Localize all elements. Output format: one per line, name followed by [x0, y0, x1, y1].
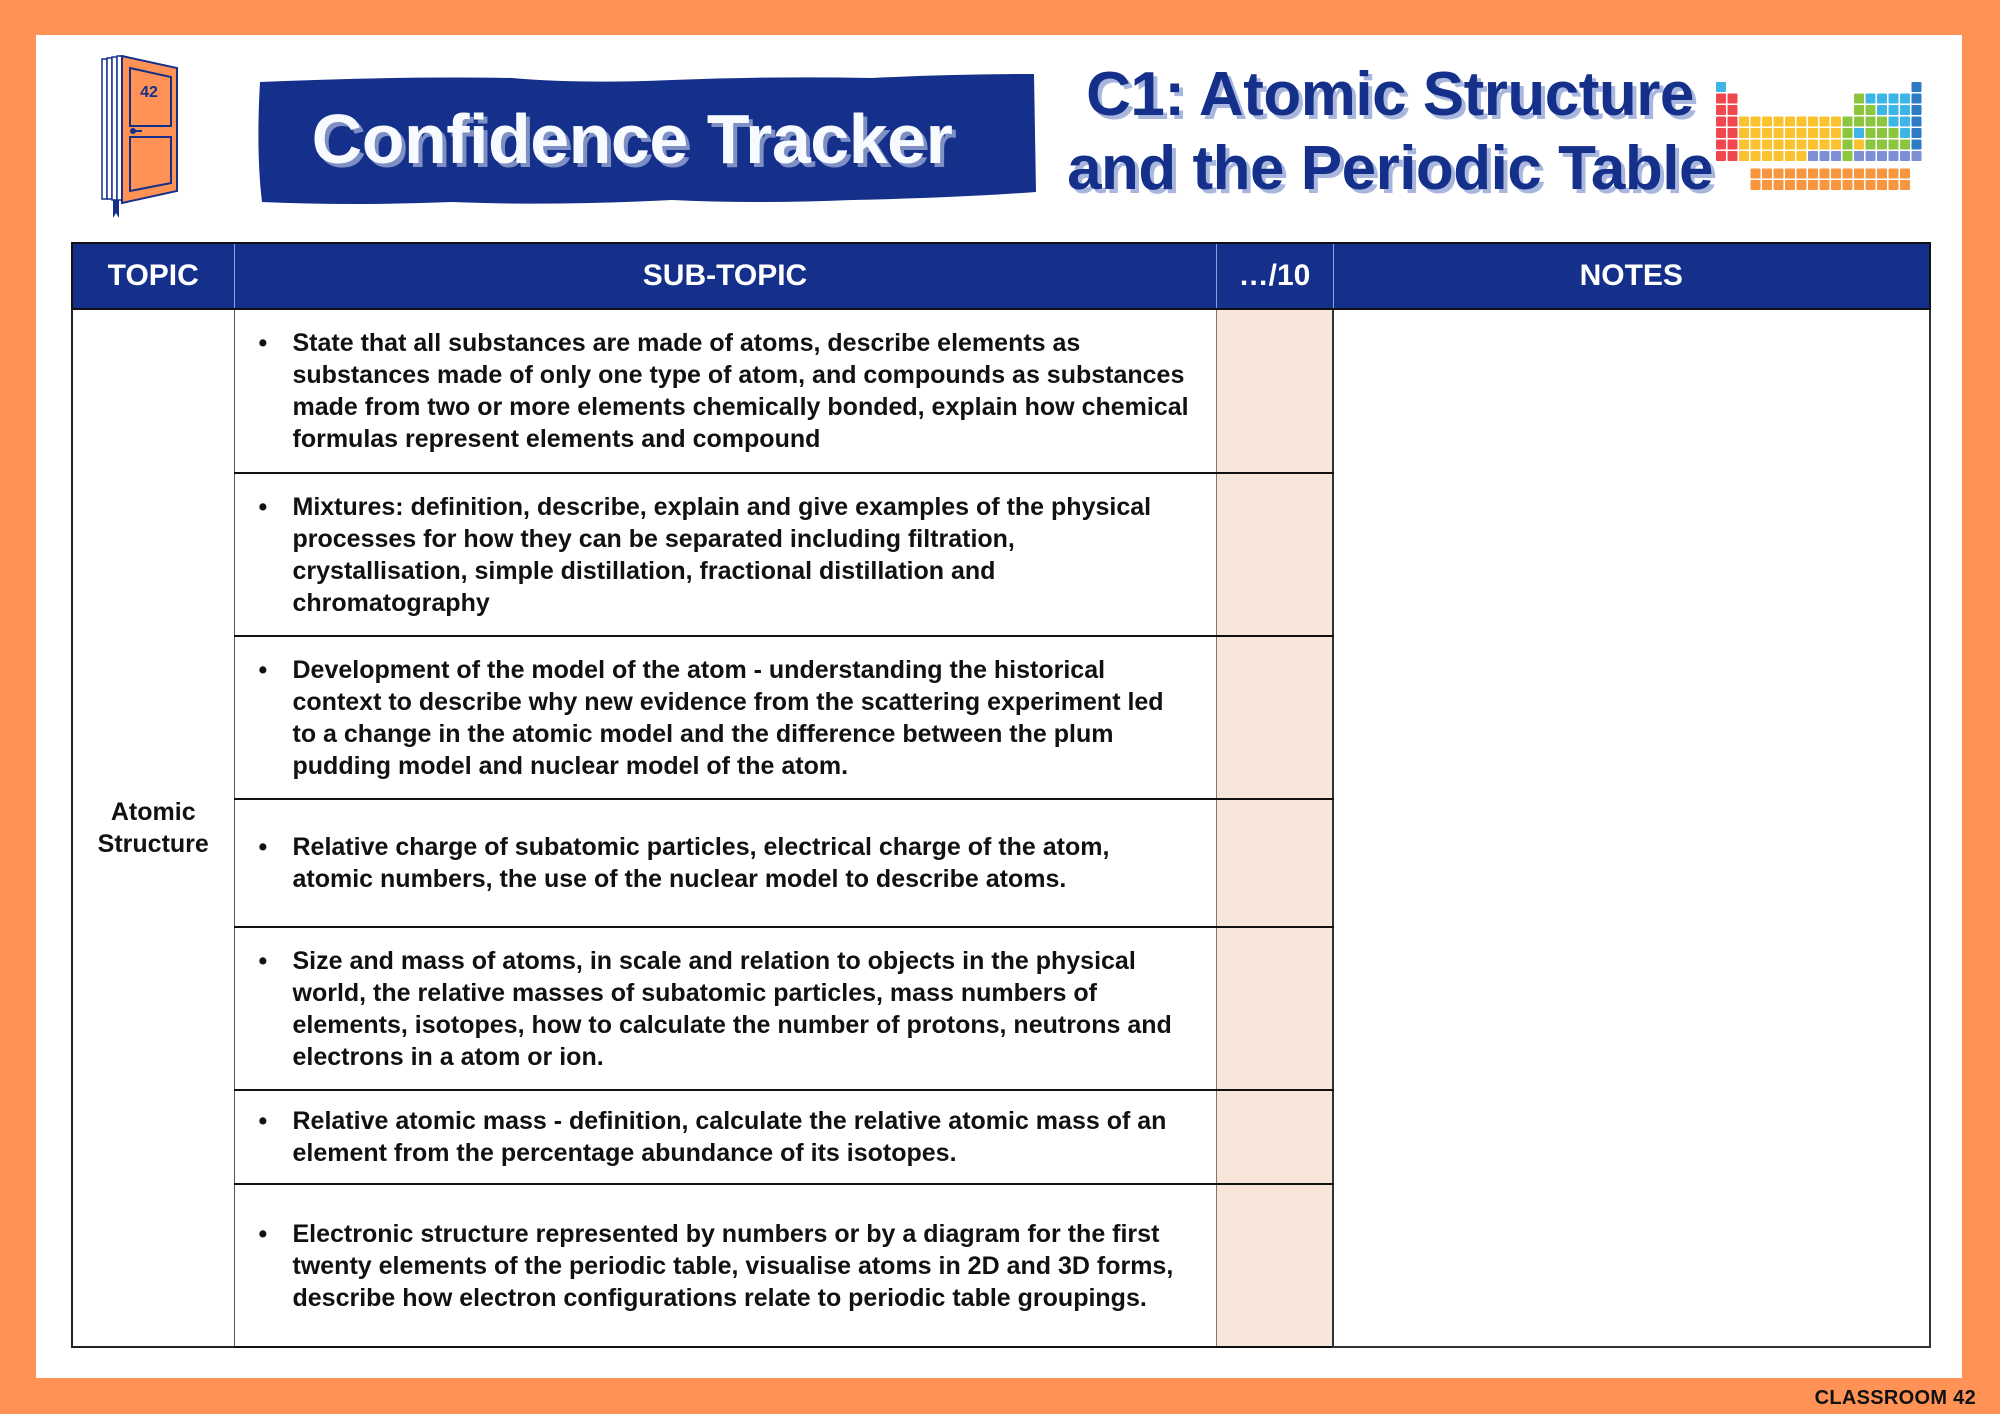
score-input-cell[interactable]: [1216, 1090, 1333, 1184]
bullet-icon: •: [258, 329, 268, 357]
subtopic-cell: [234, 636, 1216, 799]
notes-cell[interactable]: [1333, 309, 1930, 1347]
subtopic-text: Electronic structure represented by numbers or by a diagram for the first twenty elements of the periodic table, visualise atoms in 2D and 3D forms, describe how electron configurations relate to periodic table groupings.: [292, 1219, 1174, 1312]
topic-label: Atomic Structure: [97, 798, 209, 858]
subtopic-text: Relative atomic mass - definition, calculate the relative atomic mass of an element from the percentage abundance of its isotopes.: [292, 1107, 1167, 1167]
score-input-cell[interactable]: [1216, 1184, 1333, 1347]
table-row: [72, 309, 1930, 473]
subtopic-text: Relative charge of subatomic particles, electrical charge of the atom, atomic numbers, the use of the nuclear model to describe atoms.: [292, 833, 1110, 893]
subtopic-cell: [234, 799, 1216, 927]
svg-text:42: 42: [140, 84, 158, 101]
page-title: Confidence Tracker: [311, 100, 953, 178]
score-input-cell[interactable]: [1216, 799, 1333, 927]
subtopic-text: Size and mass of atoms, in scale and relation to objects in the physical world, the relative masses of subatomic particles, mass numbers of elements, isotopes, how to calculate the number of protons, neutrons and electrons in a atom or ion.: [292, 946, 1172, 1071]
bullet-icon: •: [258, 1107, 268, 1135]
column-header-subtopic: SUB-TOPIC: [234, 243, 1216, 309]
confidence-tracker-table: [71, 242, 1931, 1348]
subtopic-cell: [234, 473, 1216, 636]
subtopic-text: State that all substances are made of atoms, describe elements as substances made of only one type of atom, and compounds as substances made from two or more elements chemically bonded, explain how chemical formulas represent elements and compound: [292, 329, 1189, 453]
bullet-icon: •: [258, 946, 268, 975]
subtopic-cell: [234, 1184, 1216, 1347]
classroom42-door-book-logo: [100, 55, 182, 220]
subtopic-cell: [234, 1090, 1216, 1184]
bullet-icon: •: [258, 492, 268, 521]
unit-title: [1040, 58, 1740, 206]
column-header-notes: NOTES: [1333, 243, 1930, 309]
topic-cell: [72, 309, 234, 1347]
bullet-icon: •: [258, 655, 268, 684]
score-input-cell[interactable]: [1216, 636, 1333, 799]
score-input-cell[interactable]: [1216, 927, 1333, 1090]
unit-title-line1: C1: Atomic Structure: [1086, 60, 1694, 129]
table-header-row: [72, 243, 1930, 309]
column-header-topic: TOPIC: [72, 243, 234, 309]
score-input-cell[interactable]: [1216, 473, 1333, 636]
column-header-score: …/10: [1216, 243, 1333, 309]
score-input-cell[interactable]: [1216, 309, 1333, 473]
bullet-icon: •: [258, 1219, 268, 1248]
footer-brand: CLASSROOM 42: [1814, 1387, 1976, 1409]
subtopic-cell: [234, 309, 1216, 473]
bullet-icon: •: [258, 833, 268, 861]
subtopic-text: Mixtures: definition, describe, explain and give examples of the physical processes for how they can be separated including filtration, crystallisation, simple distillation, fractional distillation and chromatography: [292, 492, 1152, 617]
periodic-table-icon: [1716, 82, 1934, 194]
subtopic-text: Development of the model of the atom - understanding the historical context to describe why new evidence from the scattering experiment led to a change in the atomic model and the difference between the plum pudding model and nuclear model of the atom.: [292, 655, 1164, 780]
subtopic-cell: [234, 927, 1216, 1090]
unit-title-line2: and the Periodic Table: [1067, 134, 1713, 203]
